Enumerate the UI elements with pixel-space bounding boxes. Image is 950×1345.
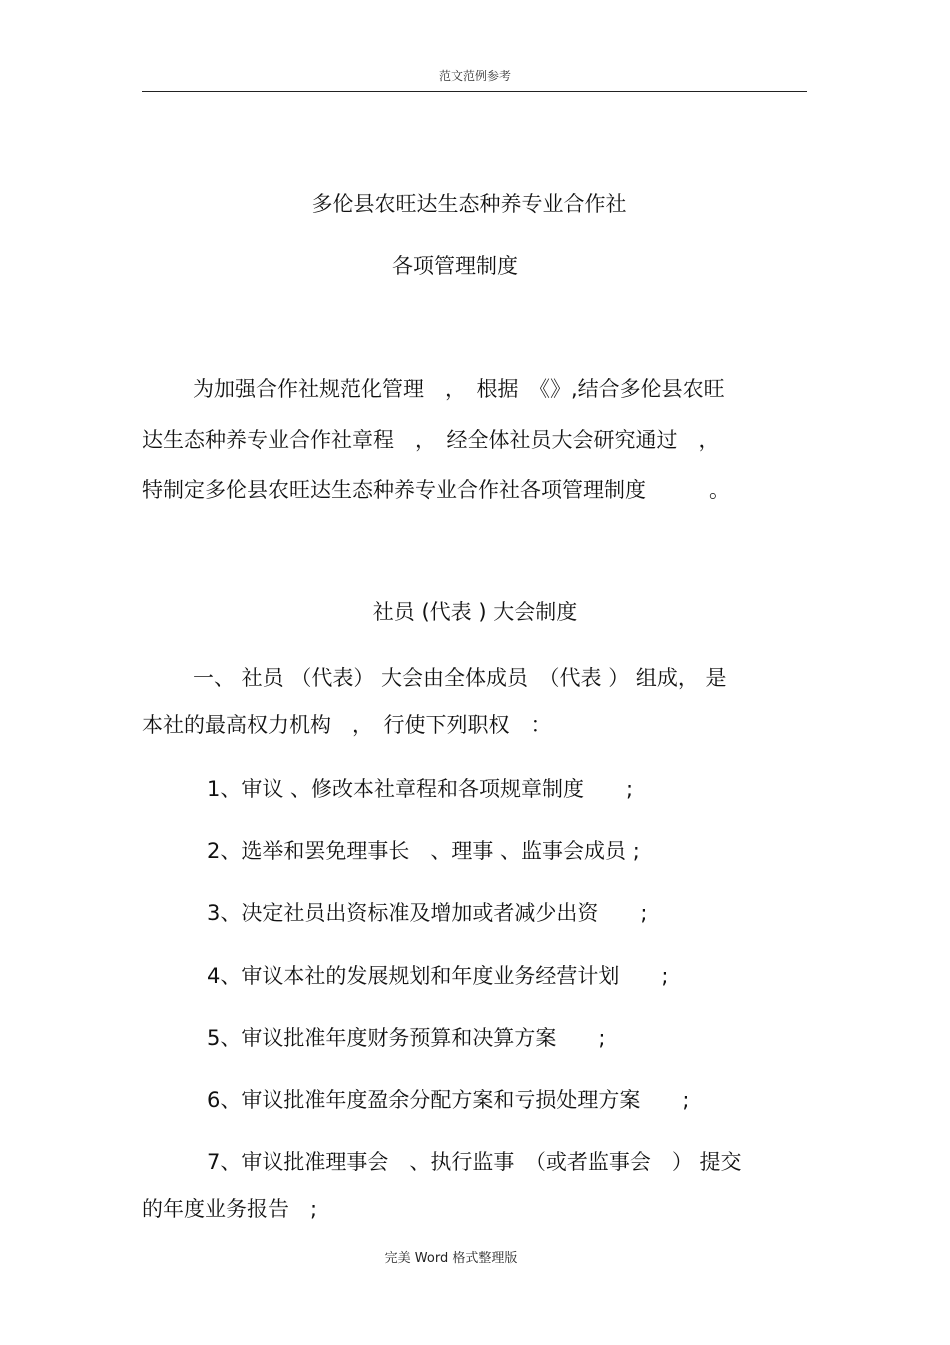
intro-line-1: 为加强合作社规范化管理 ， 根据 《》,结合多伦县农旺 [193,377,725,401]
list-item-7-line-1: 7、审议批准理事会 、执行监事 （或者监事会 ） 提交 [207,1150,742,1174]
section-heading: 社员 (代表 ) 大会制度 [372,600,578,624]
document-subtitle: 各项管理制度 [392,254,518,278]
document-title: 多伦县农旺达生态种养专业合作社 [311,192,627,216]
list-item: 3、决定社员出资标准及增加或者减少出资 ; [207,901,648,925]
intro-line-2: 达生态种养专业合作社章程 ， 经全体社员大会研究通过 ， [142,428,720,452]
page-header: 范文范例参考 [438,69,511,83]
list-item: 4、审议本社的发展规划和年度业务经营计划 ; [207,964,669,988]
list-item: 2、选举和罢免理事长 、理事 、监事会成员 ; [207,839,640,863]
clause-1-line-2: 本社的最高权力机构 ， 行使下列职权 ： [142,713,552,737]
list-item: 6、审议批准年度盈余分配方案和亏损处理方案 ; [207,1088,690,1112]
list-item-7-line-2: 的年度业务报告 ; [142,1197,318,1221]
list-item: 5、审议批准年度财务预算和决算方案 ; [207,1026,606,1050]
header-divider [142,91,807,92]
clause-1-line-1: 一、 社员 （代表） 大会由全体成员 （代表 ） 组成， 是 [193,666,727,690]
intro-line-3: 特制定多伦县农旺达生态种养专业合作社各项管理制度 。 [142,478,730,502]
page-footer: 完美 Word 格式整理版 [384,1251,518,1266]
list-item: 1、审议 、修改本社章程和各项规章制度 ; [207,777,634,801]
